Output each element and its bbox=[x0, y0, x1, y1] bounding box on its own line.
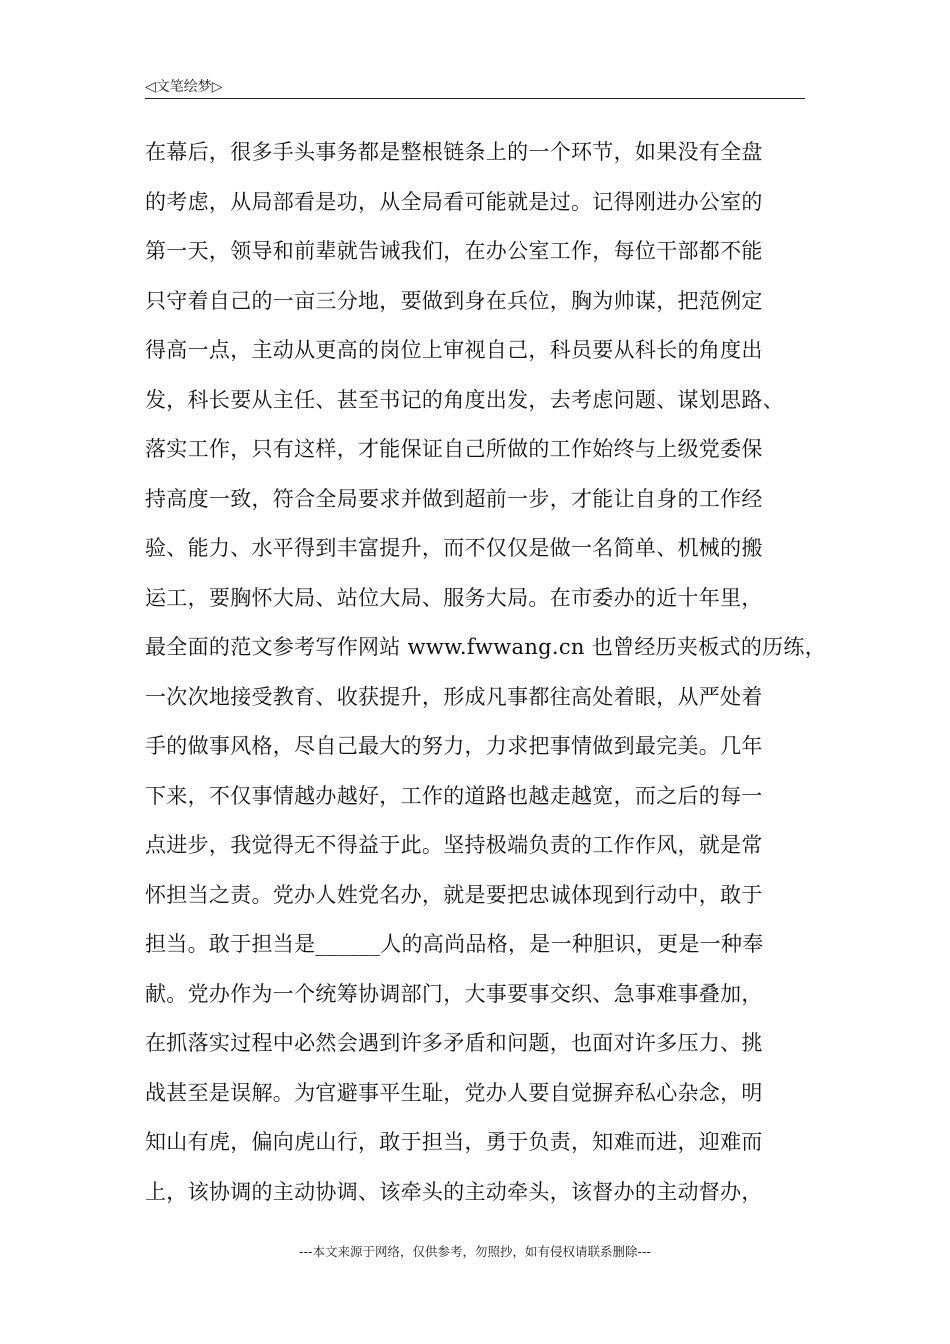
text-line: 担当。敢于担当是______人的高尚品格，是一种胆识，更是一种奉 bbox=[145, 932, 764, 956]
text-line: 献。党办作为一个统筹协调部门，大事要事交织、急事难事叠加， bbox=[145, 981, 763, 1006]
body-text bbox=[145, 128, 827, 1217]
text-line: 运工，要胸怀大局、站位大局、服务大局。在市委办的近十年里， bbox=[145, 585, 763, 610]
text-line: 下来，不仅事情越办越好，工作的道路也越走越宽，而之后的每一 bbox=[145, 783, 763, 808]
text-line: 的考虑，从局部看是功，从全局看可能就是过。记得刚进办公室的 bbox=[145, 189, 763, 214]
text-line: 战甚至是误解。为官避事平生耻，党办人要自觉摒弃私心杂念，明 bbox=[145, 1080, 763, 1105]
text-line: 落实工作，只有这样，才能保证自己所做的工作始终与上级党委保 bbox=[145, 437, 763, 461]
text-line: 只守着自己的一亩三分地，要做到身在兵位，胸为帅谋，把范例定 bbox=[145, 288, 763, 313]
text-line: 得高一点，主动从更高的岗位上审视自己，科员要从科长的角度出 bbox=[145, 338, 763, 362]
text-line: 验、能力、水平得到丰富提升，而不仅仅是做一名简单、机械的搬 bbox=[145, 536, 763, 560]
text-line: 上，该协调的主动协调、该牵头的主动牵头，该督办的主动督办， bbox=[145, 1179, 763, 1204]
text-line: 一次次地接受教育、收获提升，形成凡事都往高处着眼，从严处着 bbox=[145, 684, 763, 709]
text-line: 持高度一致，符合全局要求并做到超前一步，才能让自身的工作经 bbox=[145, 486, 763, 511]
text-line: 在抓落实过程中必然会遇到许多矛盾和问题，也面对许多压力、挑 bbox=[145, 1031, 763, 1055]
footer-notice: ---本文来源于网络，仅供参考，勿照抄，如有侵权请联系删除--- bbox=[298, 1244, 652, 1259]
text-line: 最全面的范文参考写作网站 www.fwwang.cn 也曾经历夹板式的历练， bbox=[145, 635, 827, 659]
text-line: 怀担当之责。党办人姓党名办，就是要把忠诚体现到行动中，敢于 bbox=[145, 882, 763, 907]
text-line: 点进步，我觉得无不得益于此。坚持极端负责的工作作风，就是常 bbox=[145, 833, 763, 857]
text-line: 第一天，领导和前辈就告诫我们，在办公室工作，每位干部都不能 bbox=[145, 239, 763, 263]
text-line: 手的做事风格，尽自己最大的努力，力求把事情做到最完美。几年 bbox=[145, 734, 763, 758]
text-line: 发，科长要从主任、甚至书记的角度出发，去考虑问题、谋划思路、 bbox=[145, 387, 784, 412]
header-label: ◁文笔绘梦▷ bbox=[145, 79, 223, 95]
page-header bbox=[145, 74, 805, 99]
text-line: 知山有虎，偏向虎山行，敢于担当，勇于负责，知难而进，迎难而 bbox=[145, 1130, 763, 1154]
text-line: 在幕后，很多手头事务都是整根链条上的一个环节，如果没有全盘 bbox=[145, 140, 763, 164]
